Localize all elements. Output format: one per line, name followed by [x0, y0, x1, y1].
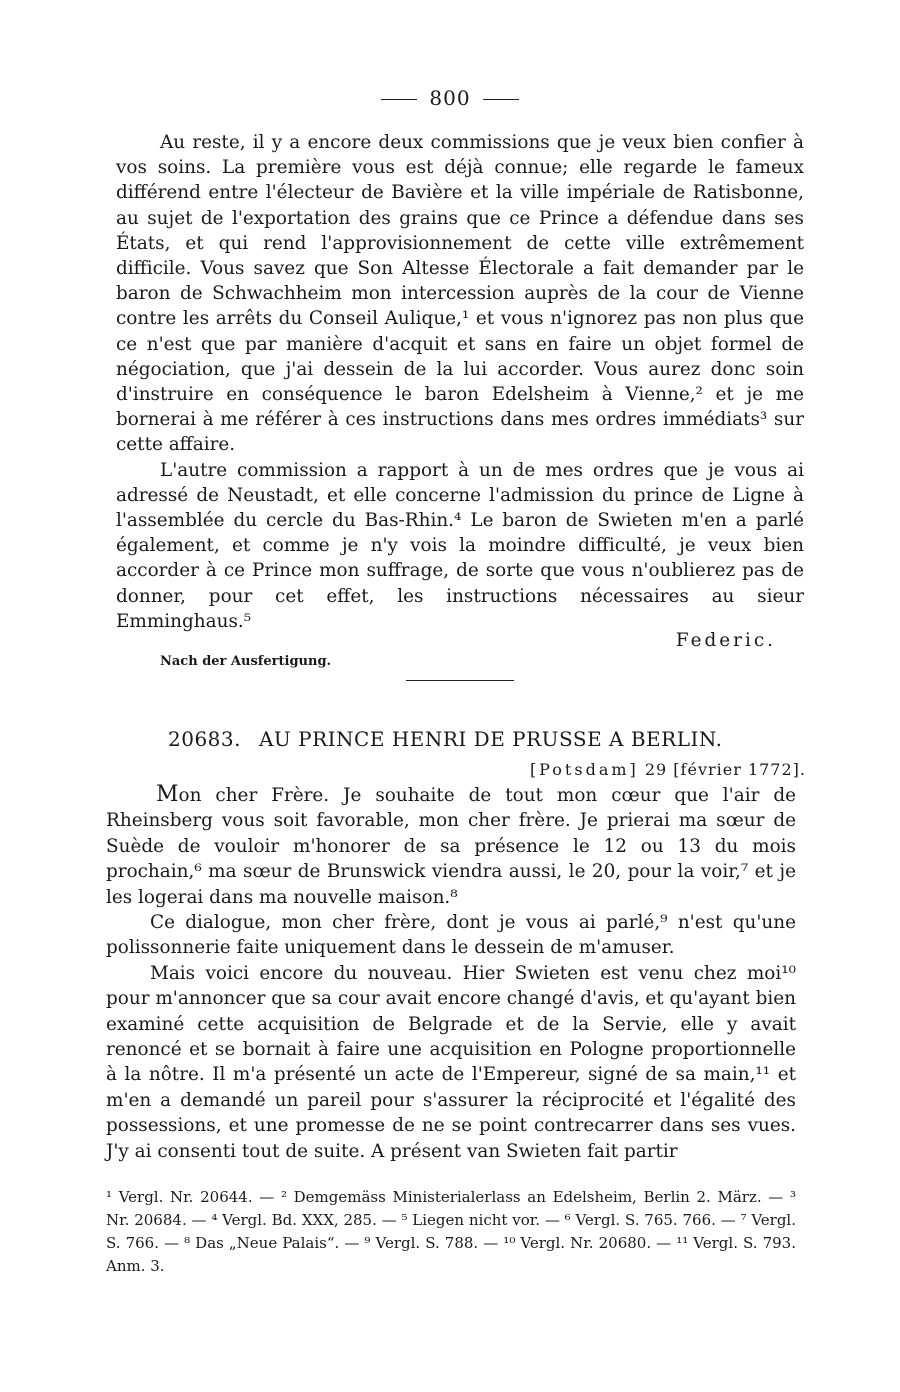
- page-number: 800: [429, 86, 471, 110]
- letter-title: AU PRINCE HENRI DE PRUSSE A BERLIN.: [258, 727, 723, 751]
- date-place: [Potsdam]: [529, 760, 639, 779]
- letter-date: [530, 760, 806, 779]
- footnote-text: ¹ Vergl. Nr. 20644. — ² Demgemäss Ministerialerlass an Edelsheim, Berlin 2. März. — ³ Nr. 20684. — ⁴ Vergl. Bd. XXX, 285. — ⁵ Liegen nicht vor. — ⁶ Vergl. S. 765. 766. — ⁷ Vergl. S. 766. — ⁸ Das „Neue Palais“. — ⁹ Vergl. S. 788. — ¹⁰ Vergl. Nr. 20680. — ¹¹ Vergl. S. 793. Anm. 3.: [106, 1188, 796, 1275]
- paragraph: Mais voici encore du nouveau. Hier Swieten est venu chez moi¹⁰ pour m'annoncer que sa cour avait encore changé d'avis, et qu'ayant bien examiné cette acquisition de Belgrade et de la Servie, elle y avait renoncé et se bornait à faire une acquisition en Pologne proportionnelle à la nôtre. Il m'a présenté un acte de l'Empereur, signé de sa main,¹¹ et m'en a demandé un pareil pour s'assurer la réciprocité et l'égalité des possessions, et une promesse de ne se point contrecarrer dans ses vues. J'y ai consenti tout de suite. A présent van Swieten fait partir: [106, 962, 796, 1162]
- paragraph: [106, 782, 796, 910]
- letter-continuation: [116, 130, 804, 674]
- letter-body: [106, 782, 796, 1164]
- paragraph: Au reste, il y a encore deux commissions que je veux bien confier à vos soins. La première vous est déjà connue; elle regarde le fameux différend entre l'électeur de Bavière et la ville impériale de Ratisbonne, au sujet de l'exportation des grains que ce Prince a défendue dans ses États, et qui rend l'approvisionnement de cette ville extrêmement difficile. Vous savez que Son Altesse Électorale a fait demander par le baron de Schwachheim mon intercession auprès de la cour de Vienne contre les arrêts du Conseil Aulique,¹ et vous n'ignorez pas non plus que ce n'est que par manière d'acquit et sans en faire un objet formel de négociation, que j'ai dessein de la lui accorder. Vous aurez donc soin d'instruire en conséquence le baron Edelsheim à Vienne,² et je me bornerai à me référer à ces instructions dans mes ordres immédiats³ sur cette affaire.: [116, 132, 804, 456]
- page-header: [0, 86, 900, 110]
- paragraph-text: on cher Frère. Je souhaite de tout mon cœur que l'air de Rheinsberg vous soit favorable, mon cher frère. Je prierai ma sœur de Suède de vouloir m'honorer de sa présence le 12 ou 13 du mois prochain,⁶ ma sœur de Brunswick viendra aussi, le 20, pour la voir,⁷ et je les logerai dans ma nouvelle maison.⁸: [106, 785, 796, 908]
- letter-number: 20683.: [168, 727, 241, 751]
- header-dash-right: [483, 99, 519, 100]
- signature: Federic.: [675, 630, 776, 652]
- section-divider: [406, 680, 514, 681]
- initial-letter: M: [156, 782, 179, 807]
- source-note: Nach der Ausfertigung.: [160, 654, 332, 670]
- paragraph: Ce dialogue, mon cher frère, dont je vous ai parlé,⁹ n'est qu'une polissonnerie faite uniquement dans le dessein de m'amuser.: [106, 912, 796, 959]
- paragraph: L'autre commission a rapport à un de mes ordres que je vous ai adressé de Neustadt, et elle concerne l'admission du prince de Ligne à l'assemblée du cercle du Bas-Rhin.⁴ Le baron de Swieten m'en a parlé également, et comme je n'y vois la moindre difficulté, je veux bien accorder à ce Prince mon suffrage, de sorte que vous n'oublierez pas de donner, pour cet effet, les instructions nécessaires au sieur Emminghaus.⁵: [116, 459, 804, 632]
- footnotes: [106, 1186, 796, 1278]
- date-value: 29 [février 1772].: [644, 760, 806, 779]
- header-dash-left: [381, 99, 417, 100]
- letter-heading: [168, 727, 808, 751]
